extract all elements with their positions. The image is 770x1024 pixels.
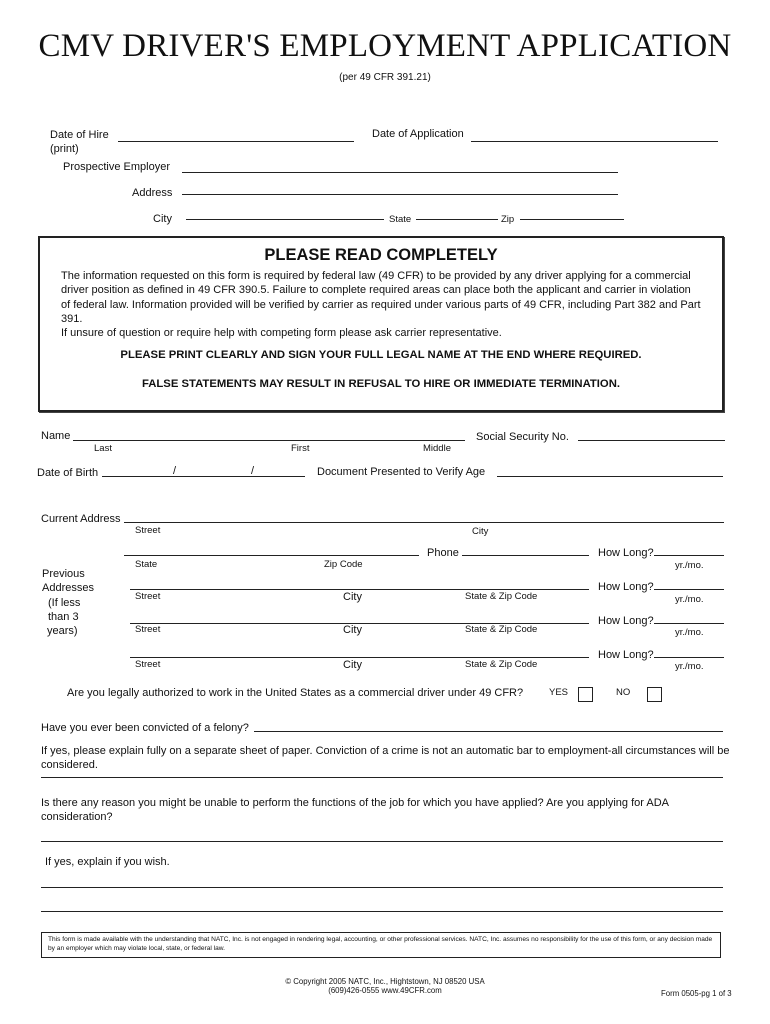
employer-zip-label: Zip <box>501 214 515 225</box>
how-long-field[interactable] <box>654 657 724 658</box>
felony-answer-field[interactable] <box>254 731 723 732</box>
document-presented-field[interactable] <box>497 476 723 477</box>
date-of-hire-field[interactable] <box>118 141 354 142</box>
how-long-field[interactable] <box>654 555 724 556</box>
no-checkbox[interactable] <box>647 687 662 702</box>
ada-answer-field[interactable] <box>41 841 723 842</box>
dob-separator: / <box>173 465 177 477</box>
previous-addresses-note: (If less <box>48 597 81 609</box>
page-title: CMV DRIVER'S EMPLOYMENT APPLICATION <box>38 28 732 64</box>
how-long-label: How Long? <box>598 649 654 661</box>
street-label: Street <box>135 591 161 602</box>
previous-addresses-note: years) <box>47 625 78 637</box>
how-long-label: How Long? <box>598 615 654 627</box>
false-statements-warning: FALSE STATEMENTS MAY RESULT IN REFUSAL TO HIRE OR IMMEDIATE TERMINATION. <box>141 378 621 390</box>
previous-addresses-label: Previous <box>42 568 85 580</box>
contact-text: (609)426-0555 www.49CFR.com <box>328 986 442 995</box>
middle-name-label: Middle <box>423 443 451 454</box>
please-read-body <box>61 269 701 340</box>
ada-question: Is there any reason you might be unable to perform the functions of the job for which you have applied? Are you applying for ADA consideration? <box>41 797 669 823</box>
employer-address-field[interactable] <box>182 194 618 195</box>
street-label: Street <box>135 624 161 635</box>
notice-help-text: If unsure of question or require help with competing form please ask carrier representative. <box>61 327 502 340</box>
employer-city-field[interactable] <box>186 219 384 220</box>
name-label: Name <box>41 430 71 442</box>
date-of-application-label: Date of Application <box>372 128 464 140</box>
please-read-box <box>38 236 724 412</box>
previous-address-field[interactable] <box>130 589 589 590</box>
ssn-label: Social Security No. <box>476 431 569 443</box>
ada-explain-field[interactable] <box>41 887 723 888</box>
date-of-application-field[interactable] <box>471 141 718 142</box>
ada-explain-field[interactable] <box>41 911 723 912</box>
current-address-field[interactable] <box>124 522 724 523</box>
employer-zip-field[interactable] <box>520 219 624 220</box>
dob-label: Date of Birth <box>37 467 99 479</box>
city-label: City <box>343 624 362 636</box>
phone-field[interactable] <box>462 555 589 556</box>
previous-addresses-label: Addresses <box>42 582 94 594</box>
current-address-label: Current Address <box>41 513 121 525</box>
dob-field[interactable] <box>102 476 305 477</box>
last-name-label: Last <box>94 443 112 454</box>
yr-mo-label: yr./mo. <box>675 661 704 672</box>
page-subtitle: (per 49 CFR 391.21) <box>339 72 431 83</box>
notice-paragraph: The information requested on this form is required by federal law (49 CFR) to be provided by any driver applying for a commercial driver position as defined in 49 CFR 390.5. Failure to complete required areas can place both the applicant and carrier in violation of federal law. Information provided will be verified by carrier as required under various parts of 49 CFR, including Part 382 and Part 391. <box>61 270 701 325</box>
phone-label: Phone <box>427 547 459 559</box>
current-zip-label: Zip Code <box>324 559 363 570</box>
prospective-employer-field[interactable] <box>182 172 618 173</box>
yr-mo-label: yr./mo. <box>675 594 704 605</box>
authorized-question: Are you legally authorized to work in the United States as a commercial driver under 49 CFR? <box>67 687 524 699</box>
state-zip-label: State & Zip Code <box>465 591 538 602</box>
employer-address-label: Address <box>132 187 173 199</box>
print-clearly-instruction: PLEASE PRINT CLEARLY AND SIGN YOUR FULL LEGAL NAME AT THE END WHERE REQUIRED. <box>120 349 642 361</box>
how-long-label: How Long? <box>598 547 654 559</box>
previous-address-field[interactable] <box>130 657 589 658</box>
state-zip-label: State & Zip Code <box>465 659 538 670</box>
ssn-field[interactable] <box>578 440 725 441</box>
city-label: City <box>343 591 362 603</box>
how-long-label: How Long? <box>598 581 654 593</box>
current-city-label: City <box>472 526 489 537</box>
felony-explanation-field[interactable] <box>41 777 723 778</box>
yr-mo-label: yr./mo. <box>675 627 704 638</box>
name-field[interactable] <box>73 440 465 441</box>
city-label: City <box>343 659 362 671</box>
date-of-hire-label: Date of Hire <box>50 129 109 141</box>
yes-label: YES <box>549 687 569 698</box>
ada-explain-label: If yes, explain if you wish. <box>45 856 170 868</box>
dob-separator: / <box>251 465 255 477</box>
first-name-label: First <box>291 443 310 454</box>
no-label: NO <box>616 687 631 698</box>
employer-state-label: State <box>389 214 412 225</box>
current-state-label: State <box>135 559 158 570</box>
how-long-field[interactable] <box>654 589 724 590</box>
form-number: Form 0505-pg 1 of 3 <box>661 989 732 998</box>
yes-checkbox[interactable] <box>578 687 593 702</box>
current-state-zip-field[interactable] <box>124 555 419 556</box>
print-label: (print) <box>50 143 79 155</box>
state-zip-label: State & Zip Code <box>465 624 538 635</box>
how-long-field[interactable] <box>654 623 724 624</box>
document-presented-label: Document Presented to Verify Age <box>317 466 486 478</box>
current-street-label: Street <box>135 525 161 536</box>
employer-state-field[interactable] <box>416 219 498 220</box>
felony-question: Have you ever been convicted of a felony? <box>41 722 249 734</box>
felony-explanation: If yes, please explain fully on a separate sheet of paper. Conviction of a crime is not an automatic bar to employment-all circumstances will be considered. <box>41 745 730 771</box>
please-read-heading: PLEASE READ COMPLETELY <box>264 246 498 264</box>
previous-addresses-note: than 3 <box>48 611 79 623</box>
disclaimer-box: This form is made available with the understanding that NATC, Inc. is not engaged in rendering legal, accounting, or other professional services. NATC, Inc. assumes no responsibility for the use of this form, or any decision made by an employer which may violate local, state, or federal law. <box>41 932 721 958</box>
copyright-text: © Copyright 2005 NATC, Inc., Hightstown, NJ 08520 USA <box>285 977 485 986</box>
yr-mo-label: yr./mo. <box>675 560 704 571</box>
prospective-employer-label: Prospective Employer <box>63 161 170 173</box>
street-label: Street <box>135 659 161 670</box>
employer-city-label: City <box>153 213 172 225</box>
